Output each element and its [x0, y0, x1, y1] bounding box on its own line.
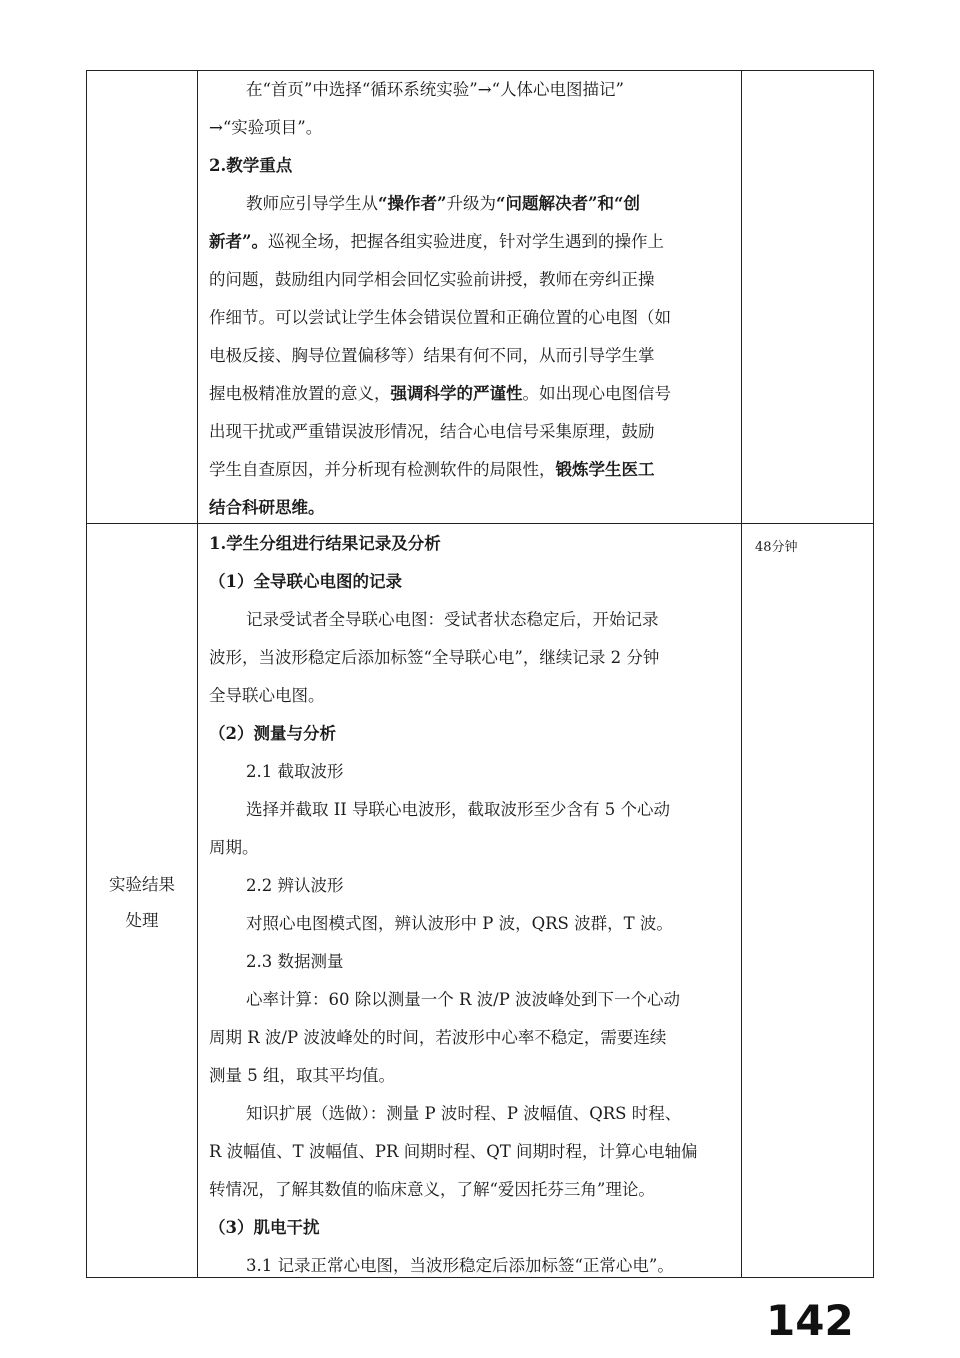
- row-divider: [87, 523, 873, 524]
- focus-para-line-9: 结合科研思维。: [209, 498, 325, 517]
- record-line-2: 波形，当波形稳定后添加标签“全导联心电”，继续记录 2 分钟: [209, 648, 660, 667]
- emg-line-1: 3.1 记录正常心电图，当波形稳定后添加标签“正常心电”。: [246, 1256, 674, 1275]
- record-line-1: 记录受试者全导联心电图：受试者状态稳定后，开始记录: [246, 610, 659, 629]
- focus-para-line-7: 出现干扰或严重错误波形情况，结合心电信号采集原理，鼓励: [209, 422, 655, 441]
- result-heading: 1.学生分组进行结果记录及分析: [209, 534, 441, 553]
- extension-line-2: R 波幅值、T 波幅值、PR 间期时程、QT 间期时程，计算心电轴偏: [209, 1142, 698, 1161]
- subheading-2: （2）测量与分析: [209, 724, 336, 743]
- nav-line-2: →“实验项目”。: [209, 118, 323, 137]
- teaching-focus-heading: 2.教学重点: [209, 156, 293, 175]
- step-2-3: 2.3 数据测量: [246, 952, 344, 971]
- column-divider-1: [197, 71, 198, 1277]
- section-label-line-2: 处理: [125, 911, 159, 930]
- extension-line-3: 转情况，了解其数值的临床意义，了解“爱因托芬三角”理论。: [209, 1180, 655, 1199]
- page-number: 142: [766, 1296, 854, 1345]
- measure-line-3: 测量 5 组，取其平均值。: [209, 1066, 395, 1085]
- focus-para-line-2: 新者”。巡视全场，把握各组实验进度，针对学生遇到的操作上: [209, 232, 664, 251]
- measure-line-2: 周期 R 波/P 波波峰处的时间，若波形中心率不稳定，需要连续: [209, 1028, 667, 1047]
- duration-label: 48分钟: [755, 540, 798, 555]
- extension-line-1: 知识扩展（选做）：测量 P 波时程、P 波幅值、QRS 时程、: [246, 1104, 682, 1123]
- step-2-2: 2.2 辨认波形: [246, 876, 344, 895]
- column-divider-2: [741, 71, 742, 1277]
- focus-para-line-5: 电极反接、胸导位置偏移等）结果有何不同，从而引导学生掌: [209, 346, 655, 365]
- focus-para-line-3: 的问题，鼓励组内同学相会回忆实验前讲授，教师在旁纠正操: [209, 270, 655, 289]
- subheading-3: （3）肌电干扰: [209, 1218, 320, 1237]
- capture-line-2: 周期。: [209, 838, 259, 857]
- measure-line-1: 心率计算：60 除以测量一个 R 波/P 波波峰处到下一个心动: [246, 990, 681, 1009]
- focus-para-line-1: 教师应引导学生从“操作者”升级为“问题解决者”和“创: [246, 194, 640, 213]
- identify-line: 对照心电图模式图，辨认波形中 P 波，QRS 波群，T 波。: [246, 914, 673, 933]
- step-2-1: 2.1 截取波形: [246, 762, 344, 781]
- section-label-line-1: 实验结果: [109, 875, 175, 894]
- lesson-table: [86, 70, 874, 1278]
- nav-line-1: 在“首页”中选择“循环系统实验”→“人体心电图描记”: [246, 80, 624, 99]
- focus-para-line-4: 作细节。可以尝试让学生体会错误位置和正确位置的心电图（如: [209, 308, 671, 327]
- focus-para-line-6: 握电极精准放置的意义，强调科学的严谨性。如出现心电图信号: [209, 384, 671, 403]
- capture-line-1: 选择并截取 II 导联心电波形，截取波形至少含有 5 个心动: [246, 800, 671, 819]
- record-line-3: 全导联心电图。: [209, 686, 325, 705]
- subheading-1: （1）全导联心电图的记录: [209, 572, 402, 591]
- focus-para-line-8: 学生自查原因，并分析现有检测软件的局限性，锻炼学生医工: [209, 460, 655, 479]
